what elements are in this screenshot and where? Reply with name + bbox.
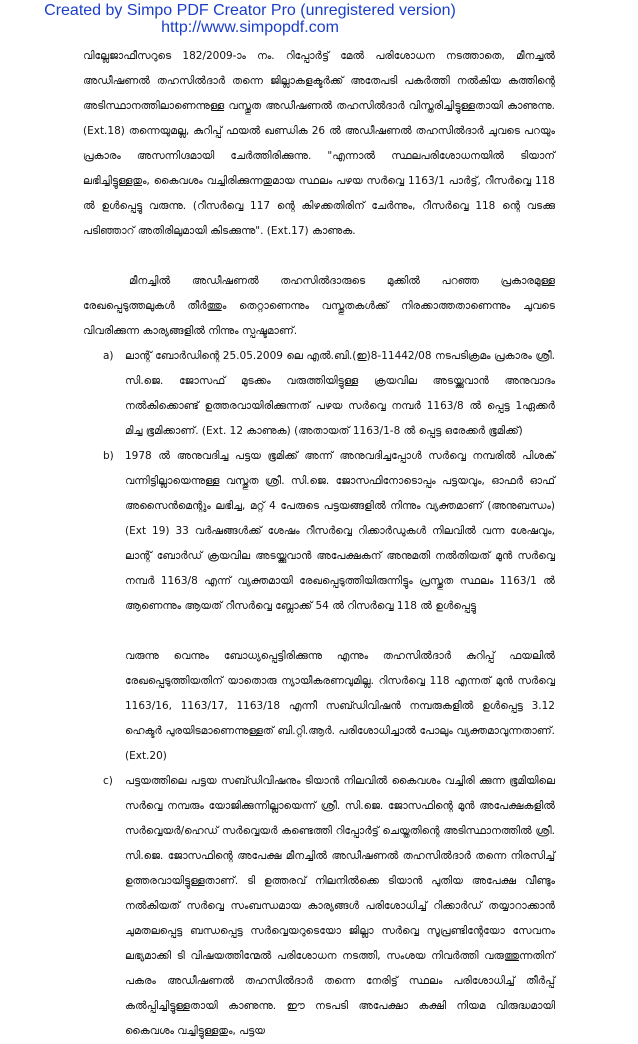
paragraph-spacer (83, 619, 555, 644)
list-item-a (83, 344, 555, 444)
list-marker-a: a) (103, 350, 114, 362)
list-item-b-text: 1978 ൽ അനുവദിച്ച പട്ടയ ഭൂമിക്ക് അന്ന് അനുവദിച്ചപ്പോൾ സർവ്വെ നമ്പരിൽ പിശക് വന്നിട്ടില്ലായെന്നുള്ള വസ്തുത ശ്രീ. സി.ജെ. ജോസഫിനോടൊപ്പം പട്ടയവും, ഓഫർ ഓഫ് അസൈൻമെന്റും ലഭിച്ച, മറ്റ് 4 പേരുടെ പട്ടയങ്ങളിൽ നിന്നും വ്യക്തമാണ് (അനുബന്ധം) (Ext 19) 33 വർഷങ്ങൾക്ക് ശേഷം റീസർവ്വെ റിക്കാർഡുകൾ നിലവിൽ വന്ന ശേഷവും, ലാന്റ് ബോർഡ് ക്രയവില അടയ്ക്കുവാൻ അപേക്ഷകന് അനുമതി നൽതിയത് മുൻ സർവ്വെ നമ്പർ 1163/8 എന്ന് വ്യക്തമായി രേഖപ്പെടുത്തിയിരുന്നിട്ടും പ്രസ്തുത സ്ഥലം 1163/1 ൽ ആണെന്നും ആയത് റീസർവ്വെ ബ്ലോക്ക് 54 ൽ റിസർവ്വെ 118 ൽ ഉൾപ്പെട്ടു (125, 450, 555, 612)
document-body (83, 44, 555, 1044)
list-item-c (83, 769, 555, 1044)
list-item-c-text: പട്ടയത്തിലെ പട്ടയ സബ്ഡിവിഷനും ടിയാൻ നിലവിൽ കൈവശം വച്ചിരി ക്കുന്ന ഭൂമിയിലെ സർവ്വെ നമ്പരും യോജിക്കുന്നില്ലായെന്ന് ശ്രീ. സി.ജെ. ജോസഫിന്റെ മുൻ അപേക്ഷകളിൽ സർവ്വെയർ/ഹെഡ് സർവ്വെയർ കണ്ടെത്തി റിപ്പോർട്ട് ചെയ്തതിന്റെ അടിസ്ഥാനത്തിൽ ശ്രീ. സി.ജെ. ജോസഫിന്റെ അപേക്ഷ മീനച്ചിൽ അഡീഷണൽ തഹസിൽദാർ തന്നെ നിരസിച്ച് ഉത്തരവായിട്ടുള്ളതാണ്. ടി ഉത്തരവ് നിലനിൽക്കെ ടിയാൻ പുതിയ അപേക്ഷ വീണ്ടും നൽകിയത് സർവ്വെ സംബന്ധമായ കാര്യങ്ങൾ പരിശോധിച്ച് റിക്കാർഡ് തയ്യാറാക്കാൻ ചുമതലപ്പെട്ട ബന്ധപ്പെട്ട സർവ്വെയറുടെയോ ജില്ലാ സർവ്വെ സൂപ്രണ്ടിന്റേയോ സേവനം ലഭ്യമാക്കി ടി വിഷയത്തിന്മേൽ പരിശോധന നടത്തി, സംശയ നിവർത്തി വരുത്തുന്നതിന് പകരം അഡീഷണൽ തഹസിൽദാർ തന്നെ നേരിട്ട് സ്ഥലം പരിശോധിച്ച് തീർപ്പ് കൽപ്പിച്ചിട്ടുള്ളതായി കാണുന്നു. ഈ നടപടി അപേക്ഷാ കക്ഷി നിയമ വിരുദ്ധമായി കൈവശം വച്ചിട്ടുള്ളതും, പട്ടയ (125, 775, 555, 1037)
list-item-b-continuation: വരുന്നു വെന്നും ബോധ്യപ്പെട്ടിരിക്കുന്നു എന്നും തഹസിൽദാർ കുറിപ്പ് ഫയലിൽ രേഖപ്പെടുത്തിയതിന് യാതൊരു ന്യായീകരണവുമില്ല. റിസർവ്വെ 118 എന്നത് മുൻ സർവ്വെ 1163/16, 1163/17, 1163/18 എന്നീ സബ്ഡിവിഷൻ നമ്പരുകളിൽ ഉൾപ്പെട്ട 3.12 ഹെക്ടർ പുരയിടമാണെന്നുള്ളത് ബി.റ്റി.ആർ. പരിശോധിച്ചാൽ പോലും വ്യക്തമാവുന്നതാണ്. (Ext.20) (125, 650, 555, 762)
list-marker-c: c) (103, 775, 113, 787)
watermark (0, 2, 500, 36)
list-item-b (83, 444, 555, 619)
paragraph-1: വില്ലേജാഫീസറുടെ 182/2009-ാം നം. റിപ്പോർട്ട് മേൽ പരിശോധന നടത്താതെ, മീനച്ചൽ അഡീഷണൽ തഹസിൽദാർ തന്നെ ജില്ലാകളക്ടർക്ക് അതേപടി പകർത്തി നൽകിയ കത്തിന്റെ അടിസ്ഥാനത്തിലാണെന്നുള്ള വസ്തുത അഡീഷണൽ തഹസിൽദാർ വിസ്തരിച്ചിട്ടുള്ളതായി കാണുന്നു. (Ext.18) തന്നെയുമല്ല, കുറിപ്പ് ഫയൽ ഖണ്ഡിക 26 ൽ അഡീഷണൽ തഹസിൽദാർ ചുവടെ പറയും പ്രകാരം അസന്നിഗ്ദമായി ചേർത്തിരിക്കുന്നു. "എന്നാൽ സ്ഥലപരിശോധനയിൽ ടിയാന് ലഭിച്ചിട്ടുള്ളതും, കൈവശം വച്ചിരിക്കുന്നതുമായ സ്ഥലം പഴയ സർവ്വെ 1163/1 പാർട്ട്, റീസർവ്വെ 118 ൽ ഉൾപ്പെട്ടു വരുന്നു. (റീസർവ്വെ 117 ന്റെ കിഴക്കതിരിന് ചേർന്നും, റീസർവ്വെ 118 ന്റെ വടക്കു പടിഞ്ഞാറ് അതിരിലുമായി കിടക്കുന്നു". (Ext.17) കാണുക. (83, 50, 555, 237)
list-marker-b: b) (103, 450, 114, 462)
watermark-url[interactable]: http://www.simpopdf.com (161, 19, 339, 36)
watermark-line-1: Created by Simpo PDF Creator Pro (unregistered version) (44, 2, 456, 19)
paragraph-2: മീനച്ചിൽ അഡീഷണൽ തഹസിൽദാരുടെ മുക്കിൽ പറഞ്ഞ പ്രകാരമുള്ള രേഖപ്പെടുത്തലുകൾ തീർത്തും തെറ്റാണെന്നും വസ്തുതകൾക്ക് നിരക്കാത്തതാണെന്നും ചുവടെ വിവരിക്കുന്ന കാര്യങ്ങളിൽ നിന്നും സ്പഷ്ടമാണ്. (83, 275, 555, 337)
paragraph-spacer (83, 244, 555, 269)
list-item-a-text: ലാന്റ് ബോർഡിന്റെ 25.05.2009 ലെ എൽ.ബി.(ഇ)8-11442/08 നടപടിക്രമം പ്രകാരം ശ്രീ. സി.ജെ. ജോസഫ് മുടക്കം വരുത്തിയിട്ടുള്ള ക്രയവില അടയ്ക്കുവാൻ അനുവാദം നൽകിക്കൊണ്ട് ഉത്തരവായിരിക്കുന്നത് പഴയ സർവ്വെ നമ്പർ 1163/8 ൽ പ്പെട്ട 1ഏക്കർ മിച്ച ഭൂമിക്കാണ്. (Ext. 12 കാണുക) (അതായത് 1163/1-8 ൽ പ്പെട്ട ഒരേക്കർ ഭൂമിക്ക്) (125, 350, 555, 437)
